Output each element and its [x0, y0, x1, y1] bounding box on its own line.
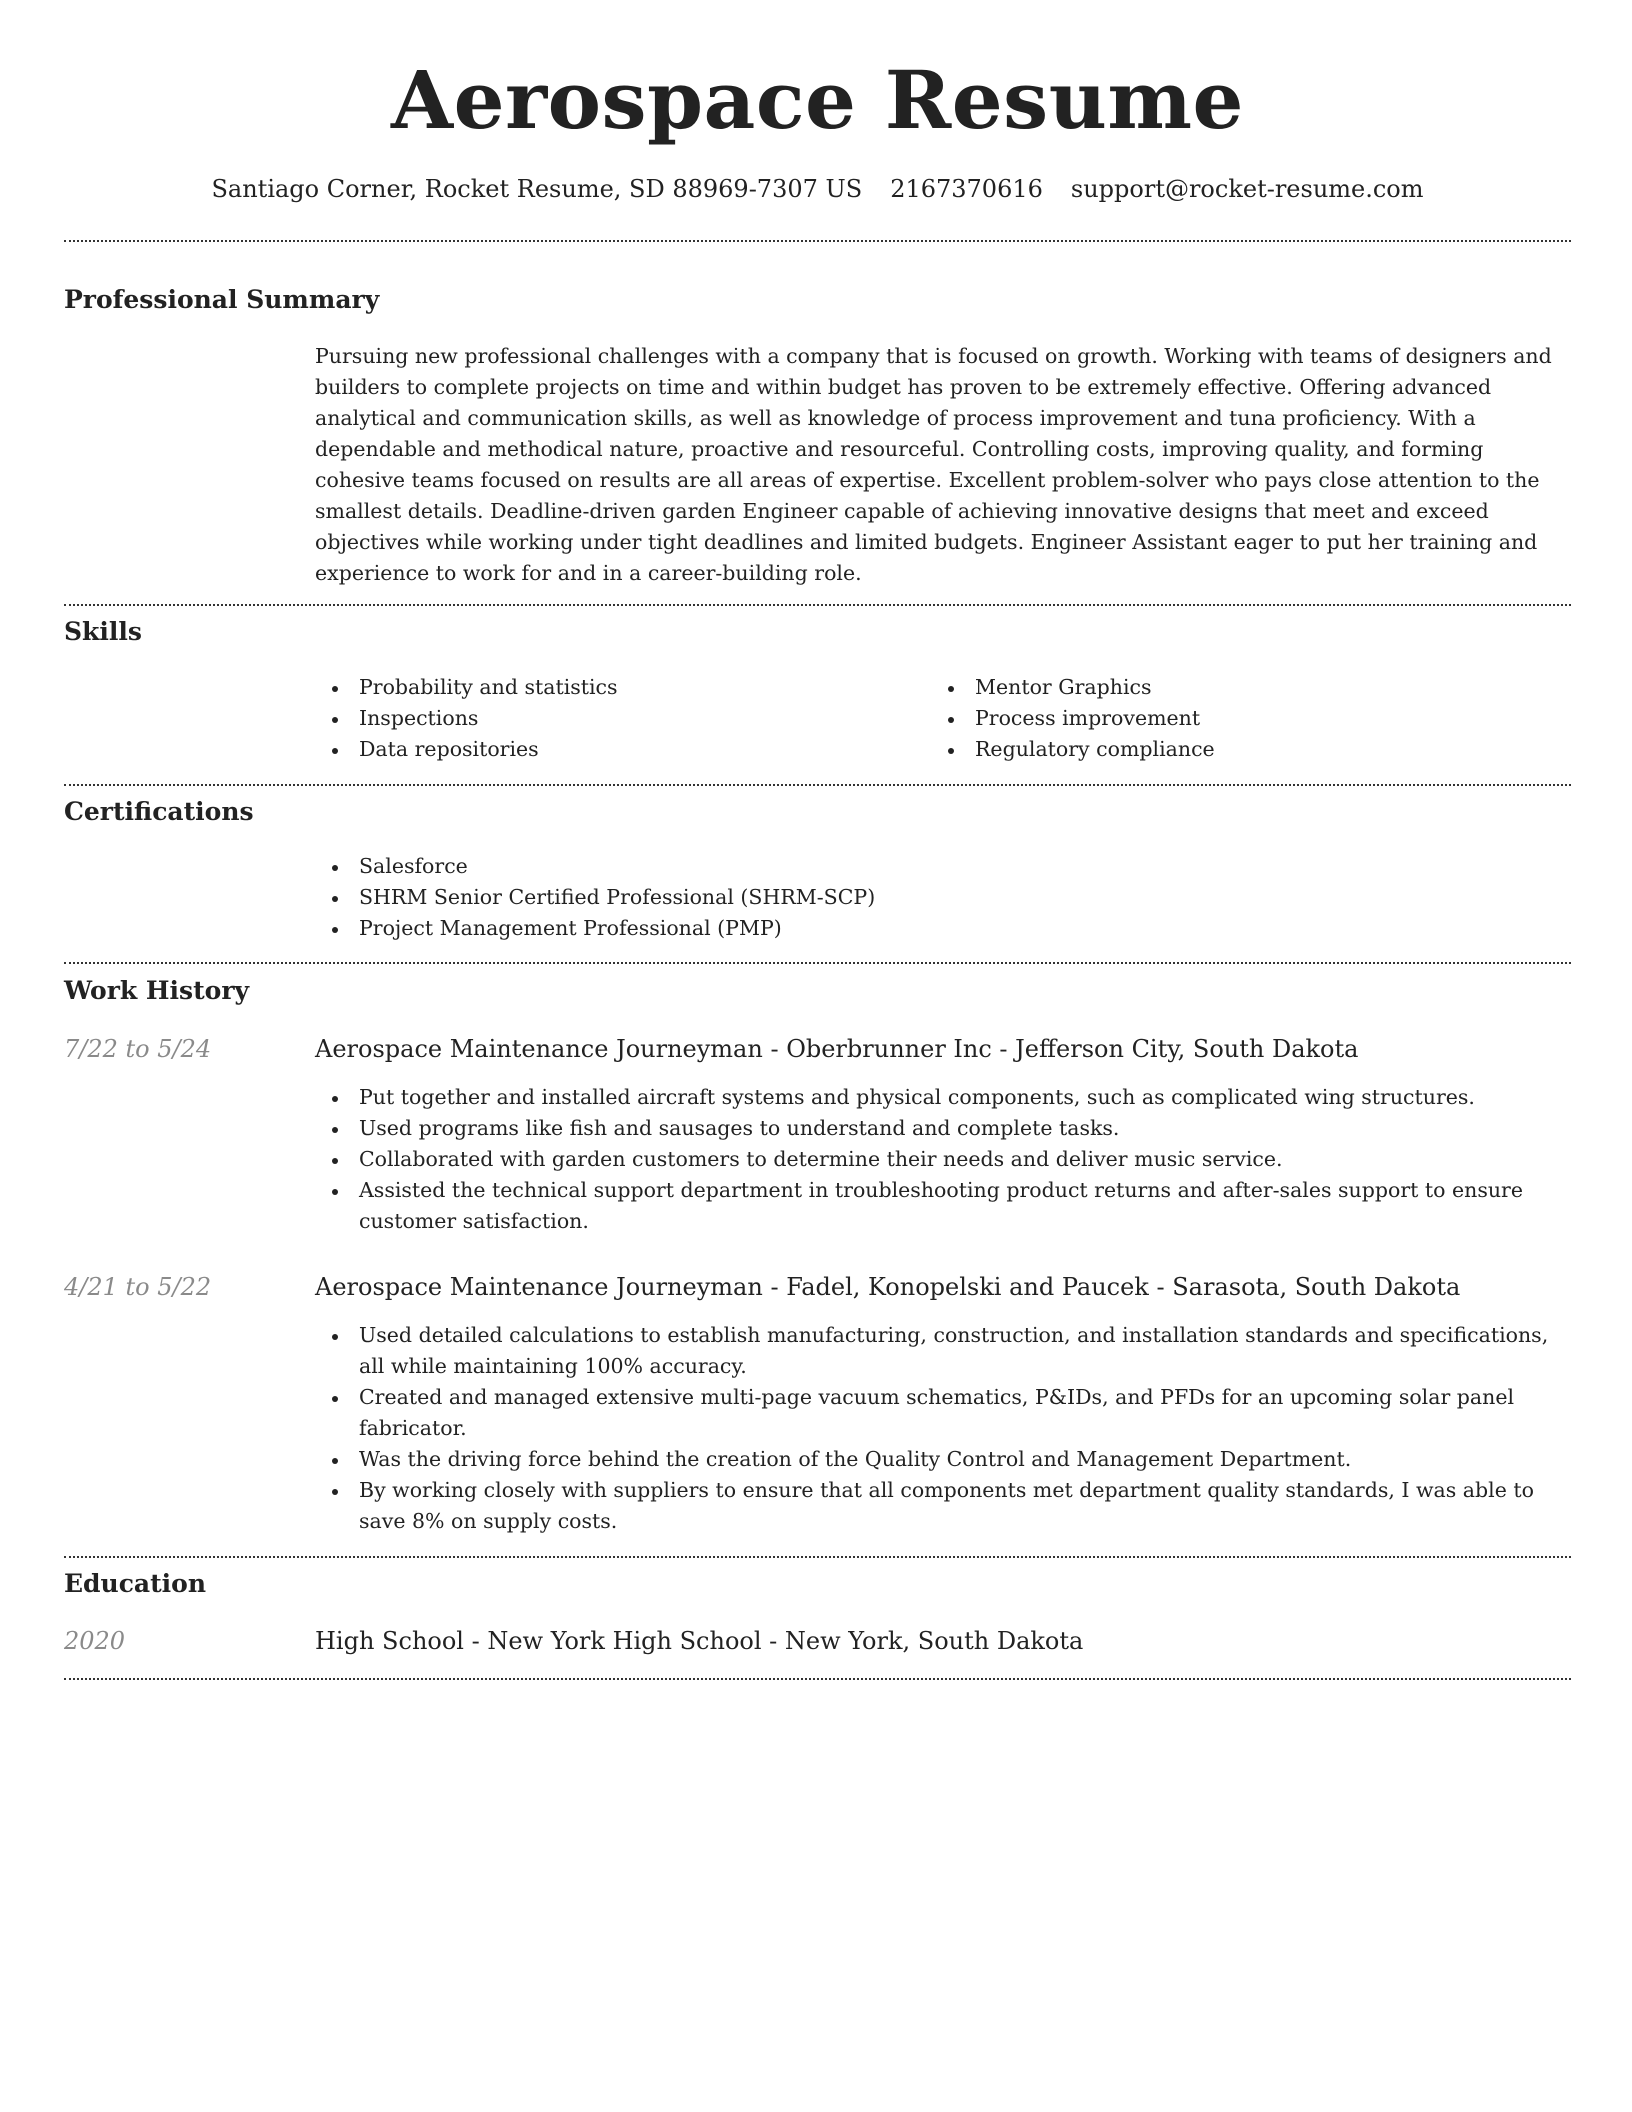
job-bullet: Put together and installed aircraft systems and physical components, such as complicated wing structures.: [315, 1082, 1571, 1113]
job-bullet: Created and managed extensive multi-page vacuum schematics, P&IDs, and PFDs for an upcoming solar panel fabricator.: [315, 1382, 1571, 1444]
education-title: High School - New York High School - New York, South Dakota: [315, 1627, 1084, 1655]
skill-item: Regulatory compliance: [931, 734, 1531, 765]
divider: [64, 962, 1571, 964]
divider: [64, 240, 1571, 242]
skills-list-left: [315, 672, 915, 765]
resume-title: Aerospace Resume: [391, 53, 1244, 147]
certification-item: Salesforce: [315, 851, 875, 882]
section-title-certifications: Certifications: [64, 797, 254, 826]
divider: [64, 1678, 1571, 1680]
skill-item: Process improvement: [931, 703, 1531, 734]
section-title-summary: Professional Summary: [64, 285, 380, 314]
job-bullets: [315, 1082, 1571, 1237]
section-title-education: Education: [64, 1569, 207, 1598]
contact-line: [64, 170, 1571, 208]
job-bullet: Collaborated with garden customers to determine their needs and deliver music service.: [315, 1144, 1571, 1175]
divider: [64, 784, 1571, 786]
skill-item: Probability and statistics: [315, 672, 915, 703]
contact-email: support@rocket-resume.com: [1070, 175, 1424, 203]
section-title-skills: Skills: [64, 617, 142, 646]
divider: [64, 604, 1571, 606]
certification-item: SHRM Senior Certified Professional (SHRM-SCP): [315, 882, 875, 913]
skills-list-right: [931, 672, 1531, 765]
education-year: 2020: [64, 1627, 126, 1655]
contact-phone: 2167370616: [890, 175, 1043, 203]
job-title: Aerospace Maintenance Journeyman - Oberbrunner Inc - Jefferson City, South Dakota: [315, 1035, 1359, 1063]
job-bullet: Used detailed calculations to establish manufacturing, construction, and installation standards and specifications, all while maintaining 100% accuracy.: [315, 1320, 1571, 1382]
job-bullets: [315, 1320, 1571, 1537]
certification-item: Project Management Professional (PMP): [315, 913, 875, 944]
certifications-list: [315, 851, 875, 944]
summary-text: Pursuing new professional challenges with a company that is focused on growth. Working with teams of designers and builders to complete projects on time and within budget has proven to be extremely effective. Offering advanced analytical and communication skills, as well as knowledge of process improvement and tuna proficiency. With a dependable and methodical nature, proactive and resourceful. Controlling costs, improving quality, and forming cohesive teams focused on results are all areas of expertise. Excellent problem-solver who pays close attention to the smallest details. Deadline-driven garden Engineer capable of achieving innovative designs that meet and exceed objectives while working under tight deadlines and limited budgets. Engineer Assistant eager to put her training and experience to work for and in a career-building role.: [315, 344, 1552, 585]
skill-item: Inspections: [315, 703, 915, 734]
job-bullet: Was the driving force behind the creation of the Quality Control and Management Department.: [315, 1444, 1571, 1475]
job-dates: 4/21 to 5/22: [64, 1273, 212, 1301]
job-title: Aerospace Maintenance Journeyman - Fadel, Konopelski and Paucek - Sarasota, South Dakota: [315, 1273, 1461, 1301]
contact-address: Santiago Corner, Rocket Resume, SD 88969-7307 US: [211, 175, 863, 203]
job-bullet: Used programs like fish and sausages to understand and complete tasks.: [315, 1113, 1571, 1144]
skill-item: Data repositories: [315, 734, 915, 765]
job-bullet: By working closely with suppliers to ensure that all components met department quality standards, I was able to save 8% on supply costs.: [315, 1475, 1571, 1537]
job-bullet: Assisted the technical support department in troubleshooting product returns and after-sales support to ensure customer satisfaction.: [315, 1175, 1571, 1237]
divider: [64, 1556, 1571, 1558]
job-dates: 7/22 to 5/24: [64, 1035, 212, 1063]
skill-item: Mentor Graphics: [931, 672, 1531, 703]
section-title-work-history: Work History: [64, 976, 250, 1005]
